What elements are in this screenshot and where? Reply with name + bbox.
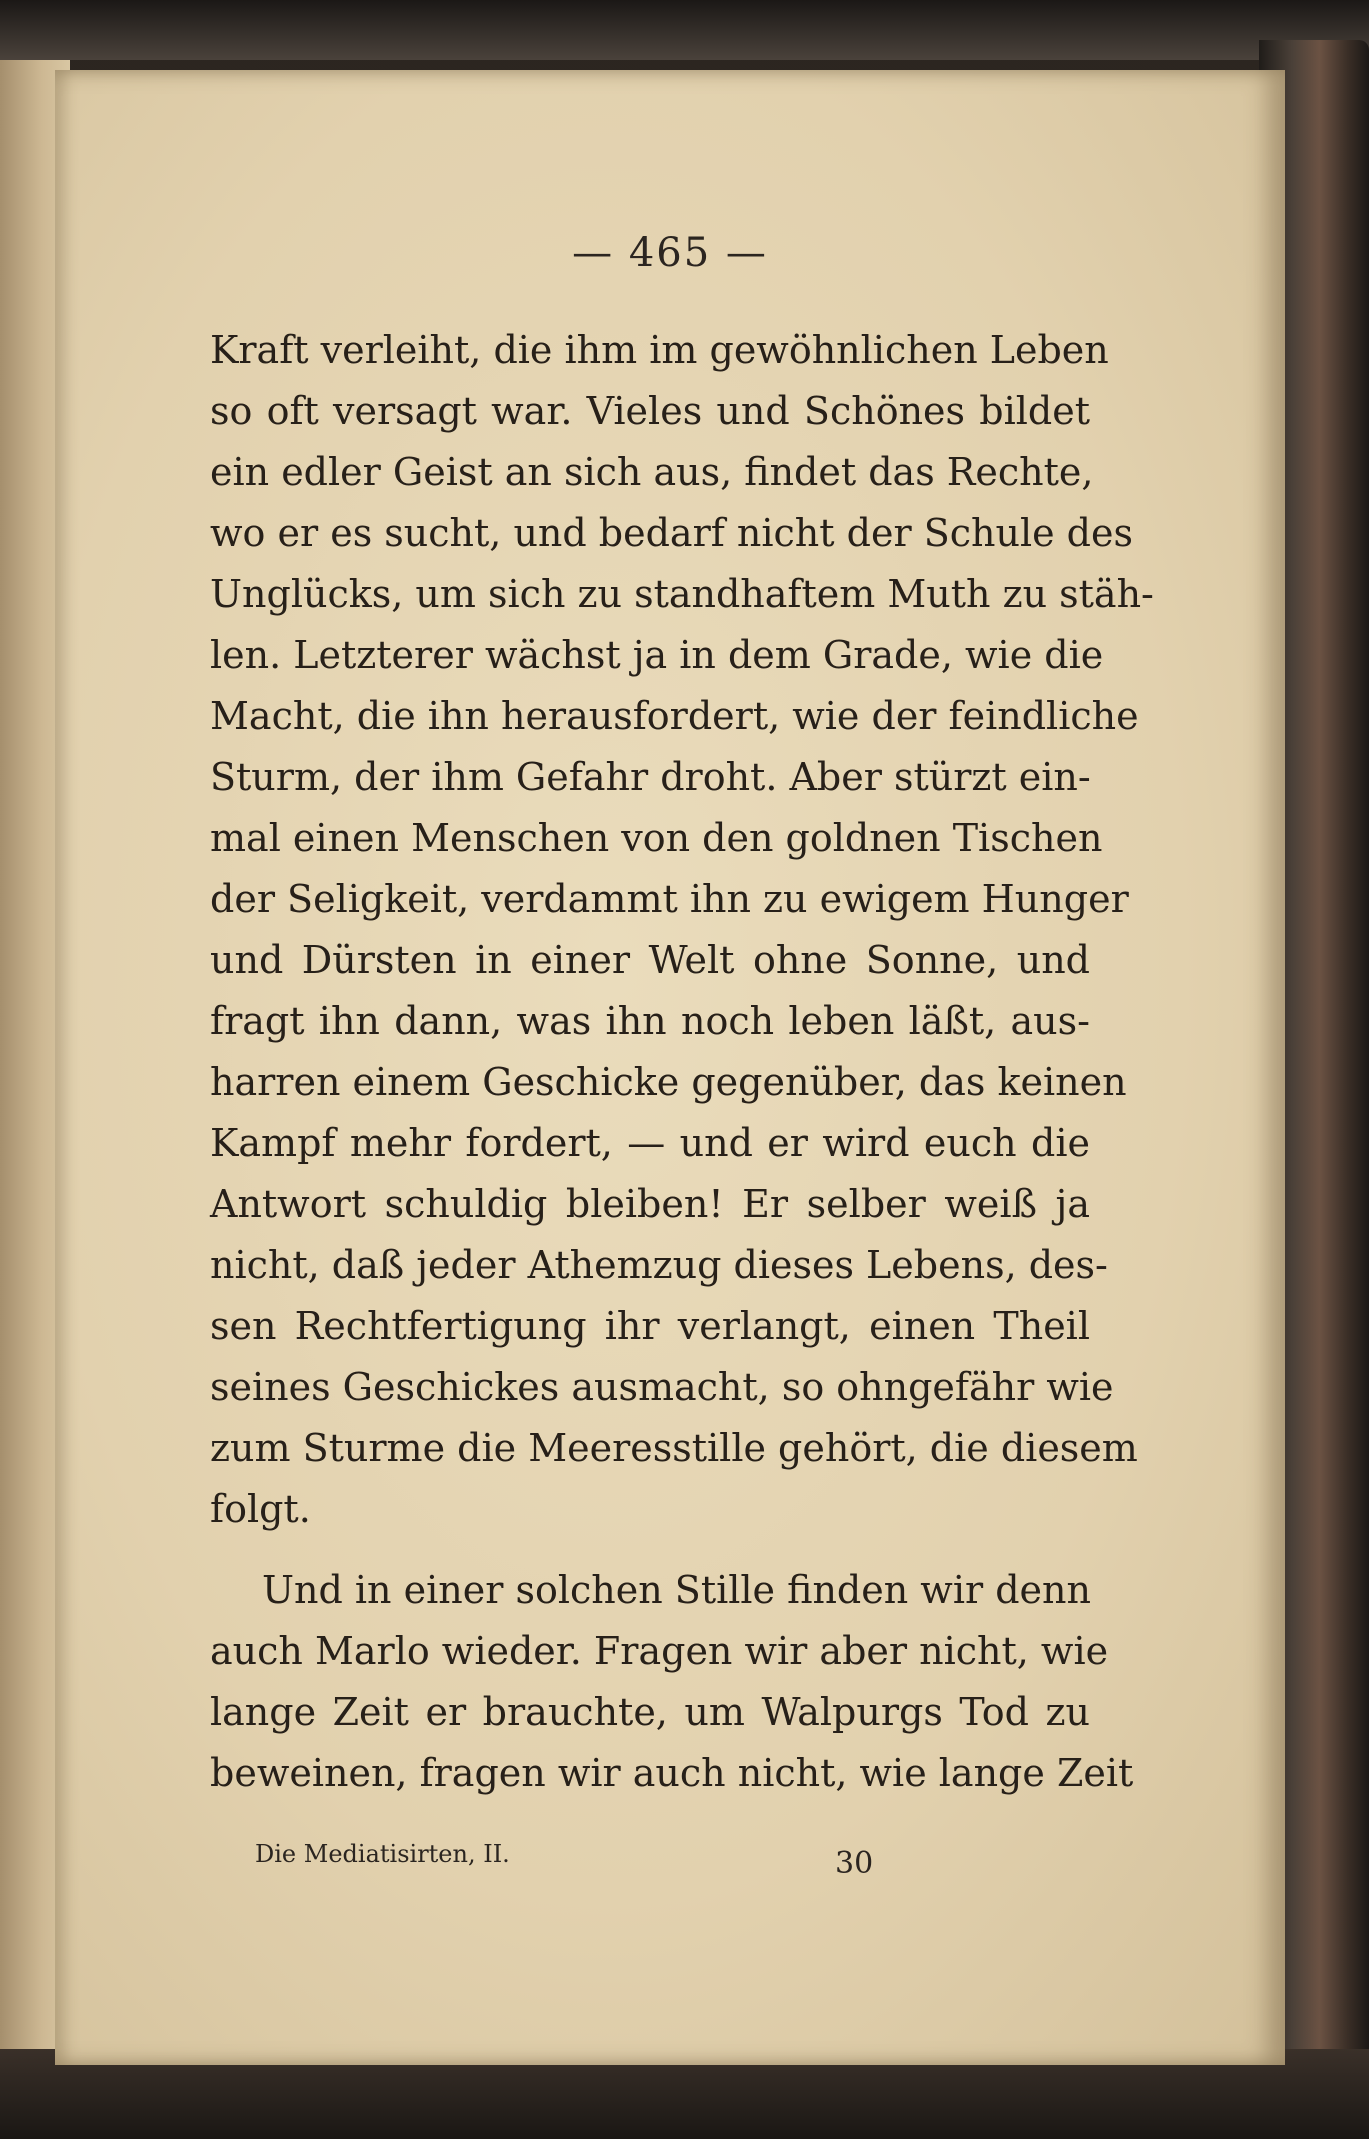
sheet-number: 30 bbox=[835, 1846, 874, 1881]
text-line: sen Rechtfertigung ihr verlangt, einen Theil bbox=[210, 1304, 1090, 1348]
text-line: auch Marlo wieder. Fragen wir aber nicht, wie bbox=[210, 1629, 1109, 1673]
text-line: Kampf mehr fordert, — und er wird euch die bbox=[210, 1121, 1090, 1165]
text-line: und Dürsten in einer Welt ohne Sonne, und bbox=[210, 938, 1090, 982]
text-line: wo er es sucht, und bedarf nicht der Schule des bbox=[210, 511, 1133, 555]
text-line: Kraft verleiht, die ihm im gewöhnlichen Leben bbox=[210, 328, 1109, 372]
text-line: nicht, daß jeder Athemzug dieses Lebens, des- bbox=[210, 1243, 1108, 1287]
text-line: ein edler Geist an sich aus, findet das Rechte, bbox=[210, 450, 1094, 494]
text-line: so oft versagt war. Vieles und Schönes bildet bbox=[210, 389, 1090, 433]
text-line: Antwort schuldig bleiben! Er selber weiß ja bbox=[210, 1182, 1090, 1226]
paragraph-2 bbox=[210, 1560, 1134, 1804]
text-line: Sturm, der ihm Gefahr droht. Aber stürzt ein- bbox=[210, 755, 1091, 799]
paragraph-1 bbox=[210, 320, 1154, 1540]
text-line: fragt ihn dann, was ihn noch leben läßt, aus- bbox=[210, 999, 1090, 1043]
body-text bbox=[210, 320, 1154, 1804]
text-line: Unglücks, um sich zu standhaftem Muth zu stäh- bbox=[210, 572, 1154, 616]
text-line: harren einem Geschicke gegenüber, das keinen bbox=[210, 1060, 1127, 1104]
book-page bbox=[55, 70, 1285, 2065]
text-line: zum Sturme die Meeresstille gehört, die diesem bbox=[210, 1426, 1138, 1470]
text-line: der Seligkeit, verdammt ihn zu ewigem Hunger bbox=[210, 877, 1129, 921]
text-line: lange Zeit er brauchte, um Walpurgs Tod zu bbox=[210, 1690, 1090, 1734]
text-line: Und in einer solchen Stille finden wir denn bbox=[262, 1568, 1091, 1612]
text-line: beweinen, fragen wir auch nicht, wie lange Zeit bbox=[210, 1751, 1134, 1795]
page-number: — 465 — bbox=[572, 230, 768, 276]
footer-signature: Die Mediatisirten, II. bbox=[255, 1840, 510, 1868]
book-cover-top bbox=[0, 0, 1369, 60]
text-line: len. Letzterer wächst ja in dem Grade, wie die bbox=[210, 633, 1104, 677]
text-line: folgt. bbox=[210, 1487, 311, 1531]
text-line: seines Geschickes ausmacht, so ohngefähr wie bbox=[210, 1365, 1114, 1409]
paragraph-gap bbox=[210, 1540, 1090, 1560]
text-line: Macht, die ihn herausfordert, wie der feindliche bbox=[210, 694, 1139, 738]
text-line: mal einen Menschen von den goldnen Tischen bbox=[210, 816, 1103, 860]
